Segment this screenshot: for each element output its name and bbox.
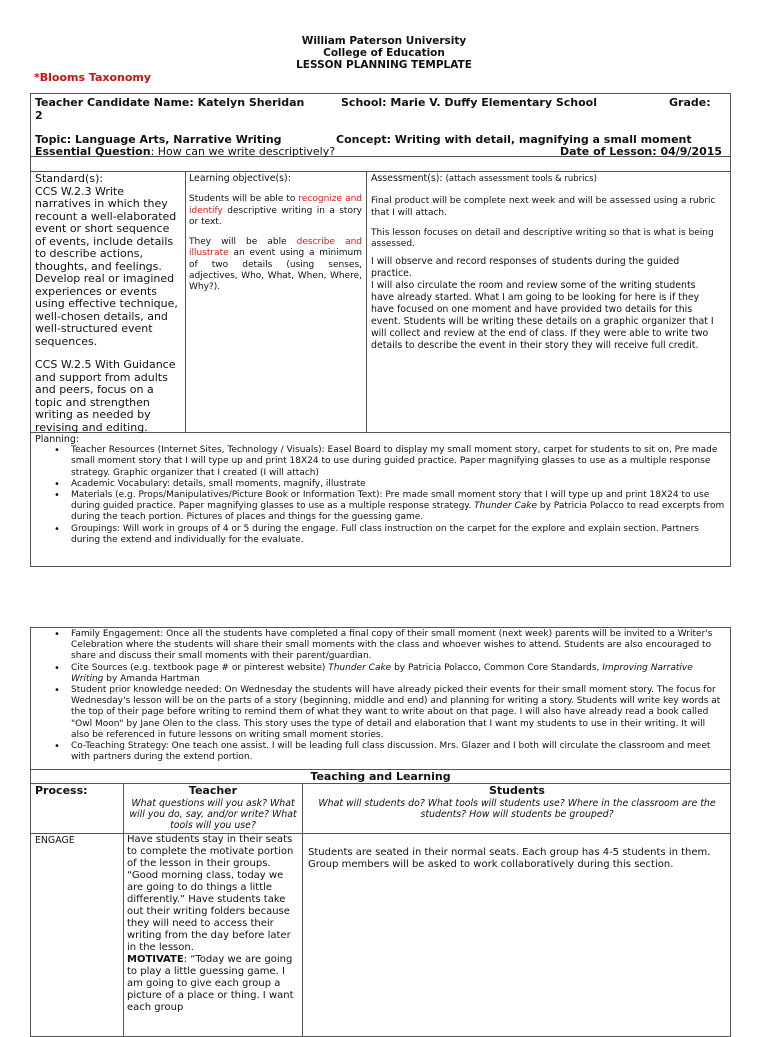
- template-title: LESSON PLANNING TEMPLATE: [296, 59, 472, 71]
- essential-question-text: : How can we write descriptively?: [150, 145, 336, 158]
- family-engagement-item: • Family Engagement: Once all the students have completed a final copy of their small moment (next week) parents will be invited to a Writer's Celebration where the students will share their small moments with the class and whoever wishes to attend. Students are also encouraged to share and discuss their small moments with their parent/guardian.: [71, 629, 725, 663]
- teacher-header: Teacher: [188, 784, 238, 797]
- engage-teacher-greeting: “Good morning class, today we are going to do things a little differently.” Have students take out their writing folders because they will need to access their writing from the day before later in the lesson.: [127, 870, 291, 953]
- describe-illustrate-highlight: describe and illustrate: [189, 237, 362, 259]
- students-header: Students: [489, 784, 545, 797]
- standard-w25: CCS W.2.5 With Guidance and support from adults and peers, focus on a topic and strengthen writing as needed by revising and editing.: [35, 358, 176, 434]
- grade-value: 2: [35, 109, 43, 122]
- objective-label: Learning objective(s):: [189, 173, 291, 184]
- assessment-cell: [371, 173, 721, 352]
- essential-question: [35, 146, 335, 159]
- engage-teacher-motivate: MOTIVATE: “Today we are going to play a little guessing game. I am going to give each group a picture of a place or thing. I want each group: [127, 954, 294, 1013]
- standards-label: Standard(s):: [35, 172, 104, 185]
- planning-section: [35, 434, 725, 546]
- engage-students-cell: Students are seated in their normal seats. Each group has 4-5 students in them. Group members will be asked to work collaboratively during this section.: [308, 847, 711, 870]
- process-header: Process:: [35, 784, 88, 797]
- prior-knowledge-item: • Student prior knowledge needed: On Wednesday the students will have already picked their events for their small moment story. The focus for Wednesday's lesson will be on the parts of a story (beginning, middle and end) and planning for writing a story. Students will write key words at the top of their page before writing to remind them of what they want to write about on that page. I will also have already read a book called "Owl Moon" by Jane Olen to the class. This story uses the type of detail and elaboration that I want my students to use in their writing. It will also be referenced in future lessons on writing small moment stories.: [71, 685, 725, 741]
- assessment-label: Assessment(s): (attach assessment tools & rubrics): [371, 173, 597, 184]
- planning-continued: [35, 629, 725, 763]
- materials-item: • Materials (e.g. Props/Manipulatives/Picture Book or Information Text): Pre made small moment story that I will type up and print 18X24 to use during guided practice. Paper magnifying glasses to use as a multiple response strategy. Thunder Cake by Patricia Polacco to read excerpts from during the teach portion. Pictures of places and things for the guessing game.: [71, 490, 725, 524]
- planning-list: [35, 445, 725, 546]
- essential-question-label: Essential Question: [35, 145, 151, 158]
- teacher-guiding-questions: What questions will you ask? What will you do, say, and/or write? What tools will you use?: [129, 797, 297, 832]
- assessment-observe: I will observe and record responses of students during the guided practice.: [371, 256, 680, 280]
- topic-label: Topic: [35, 133, 67, 146]
- engage-teacher-cell: [127, 834, 299, 1014]
- planning-label: Planning:: [35, 434, 80, 445]
- students-header-cell: [303, 785, 731, 820]
- assessment-focus: This lesson focuses on detail and descriptive writing so that is what is being assessed.: [371, 227, 714, 250]
- objective-statement-1: Students will be able to recognize and identify descriptive writing in a story or text.: [189, 194, 363, 227]
- engage-teacher-intro: Have students stay in their seats to complete the motivate portion of the lesson in their groups.: [127, 834, 294, 869]
- engage-label: ENGAGE: [35, 835, 75, 846]
- recognize-identify-highlight: recognize and identify: [189, 194, 363, 216]
- teacher-resources-item: • Teacher Resources (Internet Sites, Technology / Visuals): Easel Board to display my small moment story, carpet for students to sit on, Pre made small moment story that I will type up and print 18X24 to use during guided practice. Paper magnifying glasses to use as a multiple response strategy. Graphic organizer that I created (I will attach): [71, 445, 725, 479]
- date-of-lesson: Date of Lesson: 04/9/2015: [560, 145, 723, 158]
- assessment-final-product: Final product will be complete next week and will be assessed using a rubric that I will attach.: [371, 196, 716, 218]
- students-guiding-questions: What will students do? What tools will students use? Where in the classroom are the students? How will students be grouped?: [318, 797, 716, 820]
- school-name: School: Marie V. Duffy Elementary School: [341, 96, 597, 109]
- assessment-circulate: I will also circulate the room and review some of the writing students have already started. What I am going to be looking for here is if they have focused on one moment and have provided two details for this event. Students will be writing these details on a graphic organizer that I will collect and review at the end of class. If they were able to write two details to describe the event in their story they will receive full credit.: [371, 280, 714, 352]
- groupings-item: • Groupings: Will work in groups of 4 or 5 during the engage. Full class instruction on the carpet for the explore and explain section. Partners during the extend and individually for the evaluate.: [71, 524, 725, 546]
- blooms-taxonomy-label: *Blooms Taxonomy: [34, 71, 152, 84]
- objective-statement-2: They will be able describe and illustrate an event using a minimum of two details (using senses, adjectives, Who, What, When, Where, Why?).: [189, 237, 362, 293]
- college-name: College of Education: [323, 47, 445, 59]
- teaching-learning-title: Teaching and Learning: [310, 770, 451, 783]
- standard-w23: CCS W.2.3 Write narratives in which they recount a well-elaborated event or short sequence of events, include details to describe actions, thoughts, and feelings. Develop real or imagined experiences or events using effective technique, well-chosen details, and well-structured event sequences.: [35, 184, 178, 348]
- concept-line: Concept: Writing with detail, magnifying a small moment: [336, 133, 692, 146]
- standards-cell: [35, 173, 181, 434]
- academic-vocabulary-item: • Academic Vocabulary: details, small moments, magnify, illustrate: [71, 479, 725, 490]
- objective-cell: [189, 173, 362, 294]
- cite-sources-item: • Cite Sources (e.g. textbook page # or pinterest website) Thunder Cake by Patricia Polacco, Common Core Standards, Improving Narrative Writing by Amanda Hartman: [71, 663, 725, 685]
- teacher-candidate-name: Teacher Candidate Name: Katelyn Sheridan: [35, 96, 305, 109]
- grade-label: Grade:: [669, 96, 711, 109]
- teacher-header-cell: [124, 785, 302, 831]
- co-teaching-item: • Co-Teaching Strategy: One teach one assist. I will be leading full class discussion. Mrs. Glazer and I both will circulate the classroom and meet with partners during the extend portion.: [71, 741, 725, 763]
- university-name: William Paterson University: [301, 35, 467, 47]
- topic-value: : Language Arts, Narrative Writing: [66, 133, 282, 146]
- planning-list-continued: [35, 629, 725, 763]
